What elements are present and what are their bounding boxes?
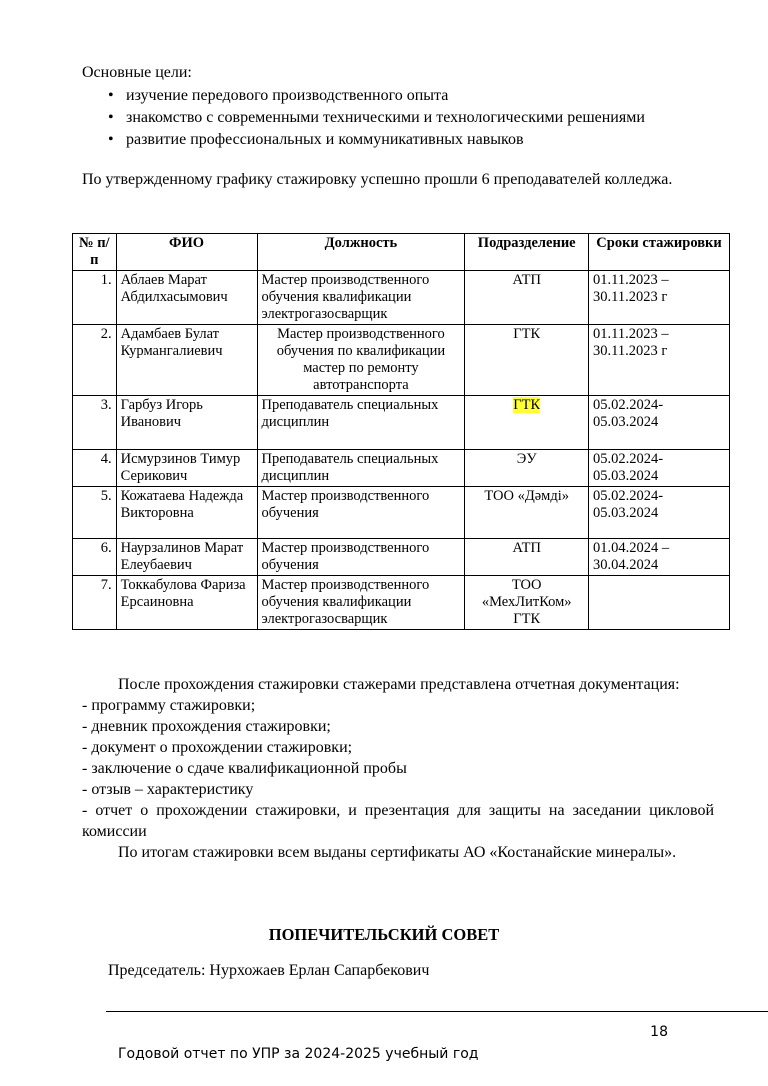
header-position: Должность (257, 234, 465, 271)
row-fio: Наурзалинов Марат Елеубаевич (116, 539, 257, 576)
row-position: Преподаватель специальных дисциплин (257, 450, 465, 487)
row-num: 3. (73, 396, 117, 450)
row-position: Мастер производственного обучения квалификации электрогазосварщик (257, 576, 465, 630)
list-item: • знакомство с современными техническими и технологическими решениями (108, 109, 645, 126)
table-row (73, 271, 730, 325)
list-item: • изучение передового производственного опыта (108, 87, 449, 104)
footer-text: Годовой отчет по УПР за 2024-2025 учебный год (118, 1046, 479, 1062)
row-fio: Кожатаева Надежда Викторовна (116, 487, 257, 539)
documentation-section (82, 674, 714, 863)
list-item: - отзыв – характеристику (82, 781, 254, 798)
goals-heading: Основные цели: (82, 64, 192, 81)
header-num: № п/п (73, 234, 117, 271)
row-dept: ГТК (465, 325, 589, 396)
header-dept: Подразделение (465, 234, 589, 271)
row-dept: ЭУ (465, 450, 589, 487)
row-dates: 05.02.2024-05.03.2024 (589, 450, 730, 487)
row-fio: Исмурзинов Тимур Серикович (116, 450, 257, 487)
documentation-lead: После прохождения стажировки стажерами представлена отчетная документация: (118, 676, 680, 693)
list-item: - дневник прохождения стажировки; (82, 718, 331, 735)
list-item: - отчет о прохождении стажировки, и презентация для защиты на заседании цикловой комиссии (82, 802, 714, 840)
list-item: - заключение о сдаче квалификационной пробы (82, 760, 407, 777)
closing-paragraph: По итогам стажировки всем выданы сертификаты АО «Костанайские минералы». (118, 844, 677, 861)
header-dates: Сроки стажировки (589, 234, 730, 271)
table-row (73, 576, 730, 630)
goals-list (82, 85, 714, 150)
highlighted-dept: ГТК (513, 397, 541, 413)
table-header-row (73, 234, 730, 271)
row-dept: АТП (465, 539, 589, 576)
list-item: - документ о прохождении стажировки; (82, 739, 353, 756)
row-position: Преподаватель специальных дисциплин (257, 396, 465, 450)
list-item: • развитие профессиональных и коммуникативных навыков (108, 131, 524, 148)
table-row (73, 539, 730, 576)
row-dates: 05.02.2024-05.03.2024 (589, 487, 730, 539)
table-row (73, 487, 730, 539)
row-fio: Аблаев Марат Абдилхасымович (116, 271, 257, 325)
page-number: 18 (650, 1024, 668, 1040)
table-row (73, 450, 730, 487)
row-num: 4. (73, 450, 117, 487)
header-fio: ФИО (116, 234, 257, 271)
row-position: Мастер производственного обучения квалификации электрогазосварщик (257, 271, 465, 325)
list-item: - программу стажировки; (82, 697, 256, 714)
bullet-icon: • (108, 131, 114, 148)
row-dept: АТП (465, 271, 589, 325)
row-fio: Токкабулова Фариза Ерсаиновна (116, 576, 257, 630)
goals-section (82, 62, 714, 190)
table-row (73, 396, 730, 450)
row-num: 1. (73, 271, 117, 325)
row-dept: ТОО «МехЛитКом» ГТК (465, 576, 589, 630)
row-position: Мастер производственного обучения (257, 539, 465, 576)
row-num: 2. (73, 325, 117, 396)
row-position: Мастер производственного обучения (257, 487, 465, 539)
bullet-icon: • (108, 87, 114, 104)
row-fio: Гарбуз Игорь Иванович (116, 396, 257, 450)
intro-paragraph: По утвержденному графику стажировку успешно прошли 6 преподавателей колледжа. (82, 171, 673, 188)
chair-line: Председатель: Нурхожаев Ерлан Сапарбекович (108, 962, 430, 979)
row-fio: Адамбаев Булат Курмангалиевич (116, 325, 257, 396)
council-heading: ПОПЕЧИТЕЛЬСКИЙ СОВЕТ (268, 925, 500, 944)
row-num: 6. (73, 539, 117, 576)
bullet-icon: • (108, 109, 114, 126)
row-dates: 05.02.2024-05.03.2024 (589, 396, 730, 450)
row-dates (589, 576, 730, 630)
row-num: 5. (73, 487, 117, 539)
row-position: Мастер производственного обучения по квалификации мастер по ремонту автотранспорта (257, 325, 465, 396)
internship-table (72, 233, 730, 630)
footer-divider (106, 1011, 768, 1012)
table-row (73, 325, 730, 396)
row-dates: 01.04.2024 – 30.04.2024 (589, 539, 730, 576)
row-dept (465, 396, 589, 450)
row-dates: 01.11.2023 – 30.11.2023 г (589, 325, 730, 396)
row-dates: 01.11.2023 – 30.11.2023 г (589, 271, 730, 325)
row-dept: ТОО «Дәмді» (465, 487, 589, 539)
row-num: 7. (73, 576, 117, 630)
